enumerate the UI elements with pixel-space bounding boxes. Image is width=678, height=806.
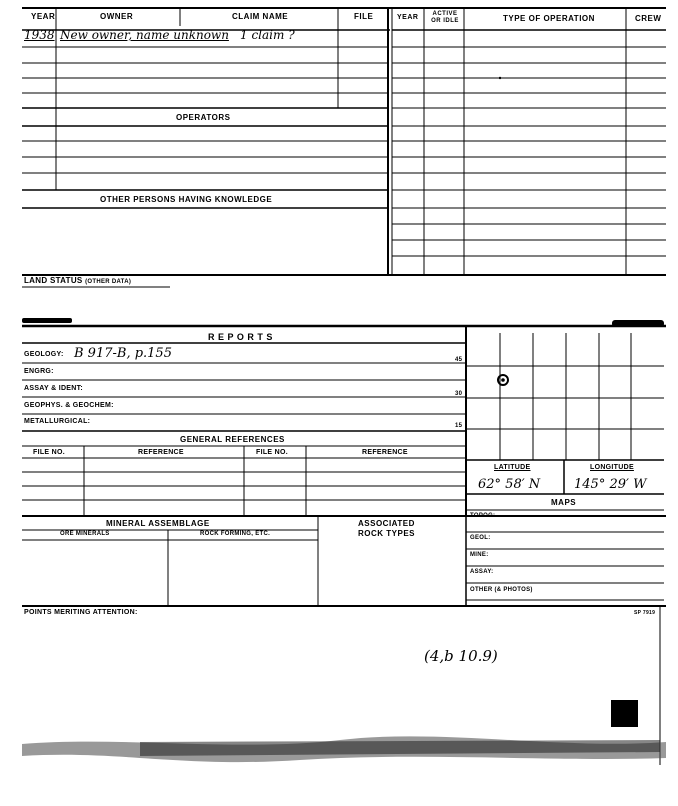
ore-minerals-label: ORE MINERALS (60, 531, 110, 537)
reports-heading: R E P O R T S (208, 332, 273, 342)
entry-owner: New owner, name unknown (60, 28, 229, 42)
form-code: SP 7919 (634, 610, 656, 616)
land-status-sub: (OTHER DATA) (85, 279, 132, 285)
maps-heading: MAPS (551, 498, 577, 507)
col-reference-1: REFERENCE (138, 449, 184, 456)
land-status-label (24, 276, 131, 285)
maps-assay: ASSAY: (470, 569, 494, 575)
entry-year: 1938 (24, 28, 55, 42)
grid-num-15: 15 (455, 423, 463, 429)
geology-label: GEOLOGY: (24, 351, 64, 358)
col-active-or-idle: ACTIVE OR IDLE (431, 11, 459, 24)
rock-forming-label: ROCK FORMING, ETC. (200, 531, 271, 537)
grid-num-45: 45 (455, 357, 463, 363)
associated-label: ASSOCIATED (358, 519, 415, 528)
land-status-title: LAND STATUS (24, 276, 83, 285)
col-owner: OWNER (100, 12, 134, 21)
col-type-of-operation: TYPE OF OPERATION (503, 14, 595, 23)
rock-types-label: ROCK TYPES (358, 529, 416, 538)
col-reference-2: REFERENCE (362, 449, 408, 456)
entry-claim: 1 claim ? (240, 28, 295, 42)
metallurgical-label: METALLURGICAL: (24, 418, 91, 425)
col-year: YEAR (31, 12, 56, 21)
latitude-value: 62° 58′ N (478, 477, 541, 492)
longitude-label: LONGITUDE (590, 464, 634, 471)
geology-value: B 917-B, p.155 (74, 346, 172, 361)
points-meriting-attention-label: POINTS MERITING ATTENTION: (24, 609, 138, 616)
maps-topog: TOPOG: (470, 513, 496, 519)
handwritten-note: (4,b 10.9) (424, 647, 498, 665)
general-references-heading: GENERAL REFERENCES (180, 435, 285, 444)
geophys-label: GEOPHYS. & GEOCHEM: (24, 402, 114, 409)
col-file-no-2: FILE NO. (256, 449, 288, 456)
longitude-value: 145° 29′ W (574, 477, 647, 492)
maps-geol: GEOL: (470, 535, 491, 541)
latitude-label: LATITUDE (494, 464, 531, 471)
col-file-no-1: FILE NO. (33, 449, 65, 456)
grid-num-30: 30 (455, 391, 463, 397)
mineral-assemblage-heading: MINERAL ASSEMBLAGE (106, 519, 210, 528)
maps-mine: MINE: (470, 552, 489, 558)
assay-label: ASSAY & IDENT: (24, 385, 84, 392)
other-persons-heading: OTHER PERSONS HAVING KNOWLEDGE (100, 195, 273, 204)
operators-heading: OPERATORS (176, 113, 231, 122)
engrg-label: ENGRG: (24, 368, 54, 375)
col-claim-name: CLAIM NAME (232, 12, 289, 21)
col-file: FILE (354, 12, 374, 21)
col-year-2: YEAR (397, 14, 419, 21)
col-crew: CREW (635, 14, 662, 23)
maps-other: OTHER (& PHOTOS) (470, 587, 533, 593)
